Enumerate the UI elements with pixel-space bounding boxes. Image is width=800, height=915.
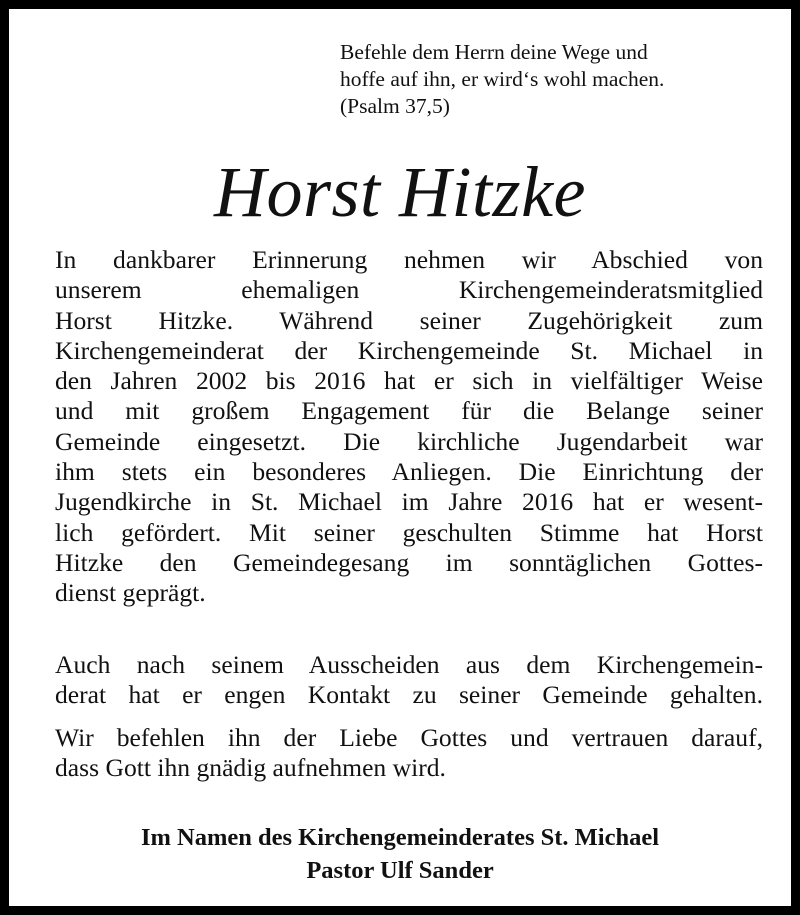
paragraph-line: Jugendkirche in St. Michael im Jahre 2016 hat er wesent-: [55, 487, 763, 517]
paragraph-line: ihm stets ein besonderes Anliegen. Die Einrichtung der: [55, 457, 763, 487]
tribute-paragraph: [55, 245, 763, 609]
signature-block: [9, 821, 791, 887]
paragraph-line: lich gefördert. Mit seiner geschulten Stimme hat Horst: [55, 517, 763, 547]
signature-organization: Im Namen des Kirchengemeinderates St. Michael: [140, 824, 660, 851]
deceased-name-heading: Horst Hitzke: [214, 152, 586, 232]
epigraph-reference: (Psalm 37,5): [340, 94, 450, 118]
epigraph-line: hoffe auf ihn, er wird‘s wohl machen.: [340, 67, 665, 91]
paragraph-line: den Jahren 2002 bis 2016 hat er sich in vielfältiger Weise: [55, 366, 763, 396]
paragraph-line: Auch nach seinem Ausscheiden aus dem Kirchengemein-: [55, 650, 763, 679]
contact-paragraph: [55, 650, 763, 711]
paragraph-line: dass Gott ihn gnädig aufnehmen wird.: [55, 753, 446, 783]
farewell-paragraph: [55, 723, 763, 784]
paragraph-line: und mit großem Engagement für die Belange seiner: [55, 396, 763, 426]
paragraph-line: Hitzke den Gemeindegesang im sonntäglichen Gottes-: [55, 547, 763, 577]
epigraph-line: Befehle dem Herrn deine Wege und: [340, 40, 648, 64]
signature-pastor: Pastor Ulf Sander: [306, 857, 494, 884]
bible-verse-epigraph: [340, 39, 780, 120]
paragraph-line: unserem ehemaligen Kirchengemeinderatsmitglied: [55, 275, 763, 305]
paragraph-line: Wir befehlen ihn der Liebe Gottes und vertrauen darauf,: [55, 723, 763, 752]
paragraph-line: In dankbarer Erinnerung nehmen wir Abschied von: [55, 245, 763, 274]
paragraph-line: Kirchengemeinderat der Kirchengemeinde St. Michael in: [55, 335, 763, 365]
paragraph-line: Gemeinde eingesetzt. Die kirchliche Jugendarbeit war: [55, 426, 763, 456]
paragraph-line: dienst geprägt.: [55, 578, 206, 608]
paragraph-line: Horst Hitzke. Während seiner Zugehörigkeit zum: [55, 305, 763, 335]
paragraph-line: derat hat er engen Kontakt zu seiner Gemeinde gehalten.: [55, 680, 763, 710]
